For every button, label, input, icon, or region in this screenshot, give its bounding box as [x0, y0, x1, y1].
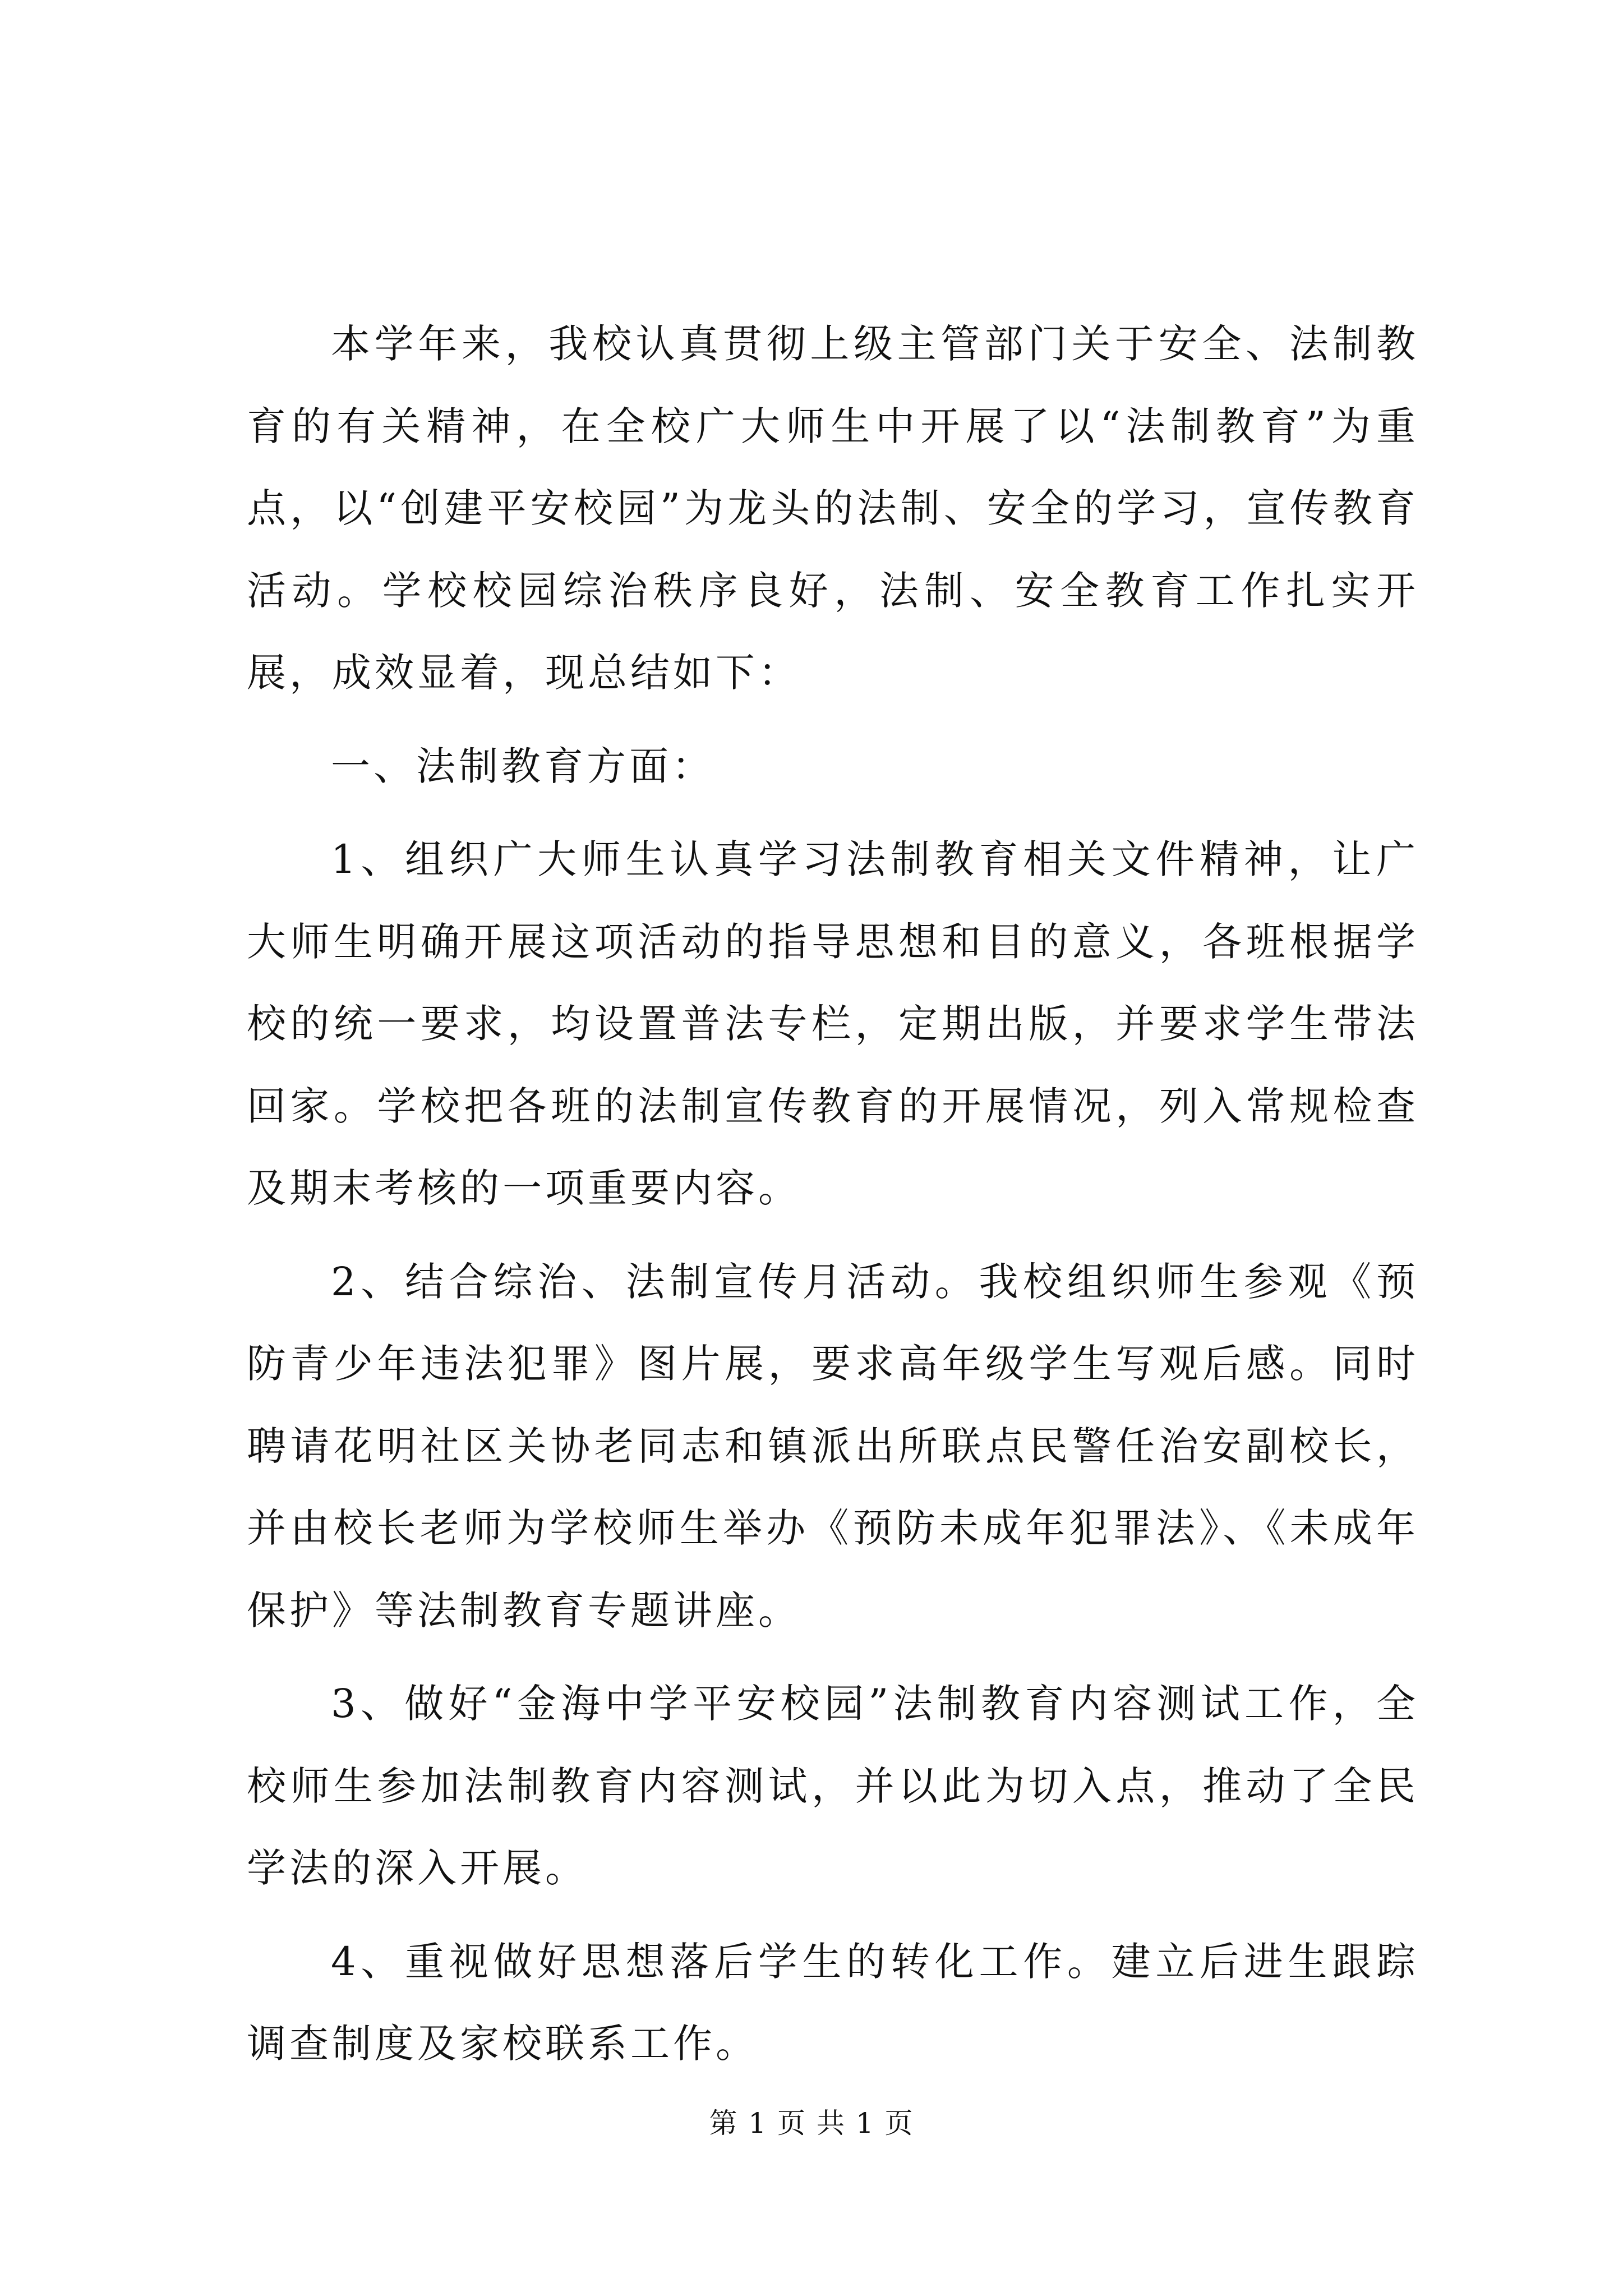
paragraph-item-4: 4、重视做好思想落后学生的转化工作。建立后进生跟踪调查制度及家校联系工作。: [247, 1938, 1419, 2067]
paragraph-item-3: 3、做好“金海中学平安校园”法制教育内容测试工作，全校师生参加法制教育内容测试，并以此为切入点，推动了全民学法的深入开展。: [247, 1681, 1419, 1891]
section-heading-legal-education: 一、法制教育方面：: [331, 743, 714, 789]
paragraph-intro: 本学年来，我校认真贯彻上级主管部门关于安全、法制教育的有关精神，在全校广大师生中开展了以“法制教育”为重点，以“创建平安校园”为龙头的法制、安全的学习，宣传教育活动。学校校园综治秩序良好，法制、安全教育工作扎实开展，成效显着，现总结如下：: [247, 321, 1419, 696]
paragraph-item-1: 1、组织广大师生认真学习法制教育相关文件精神，让广大师生明确开展这项活动的指导思想和目的意义，各班根据学校的统一要求，均设置普法专栏，定期出版，并要求学生带法回家。学校把各班的法制宣传教育的开展情况，列入常规检查及期末考核的一项重要内容。: [247, 836, 1419, 1211]
document-body: [247, 303, 1419, 2096]
page-footer: 第 1 页 共 1 页: [709, 2107, 914, 2139]
paragraph-item-2: 2、结合综治、法制宣传月活动。我校组织师生参观《预防青少年违法犯罪》图片展，要求高年级学生写观后感。同时聘请花明社区关协老同志和镇派出所联点民警任治安副校长，并由校长老师为学校师生举办《预防未成年犯罪法》、《未成年保护》等法制教育专题讲座。: [247, 1258, 1419, 1634]
